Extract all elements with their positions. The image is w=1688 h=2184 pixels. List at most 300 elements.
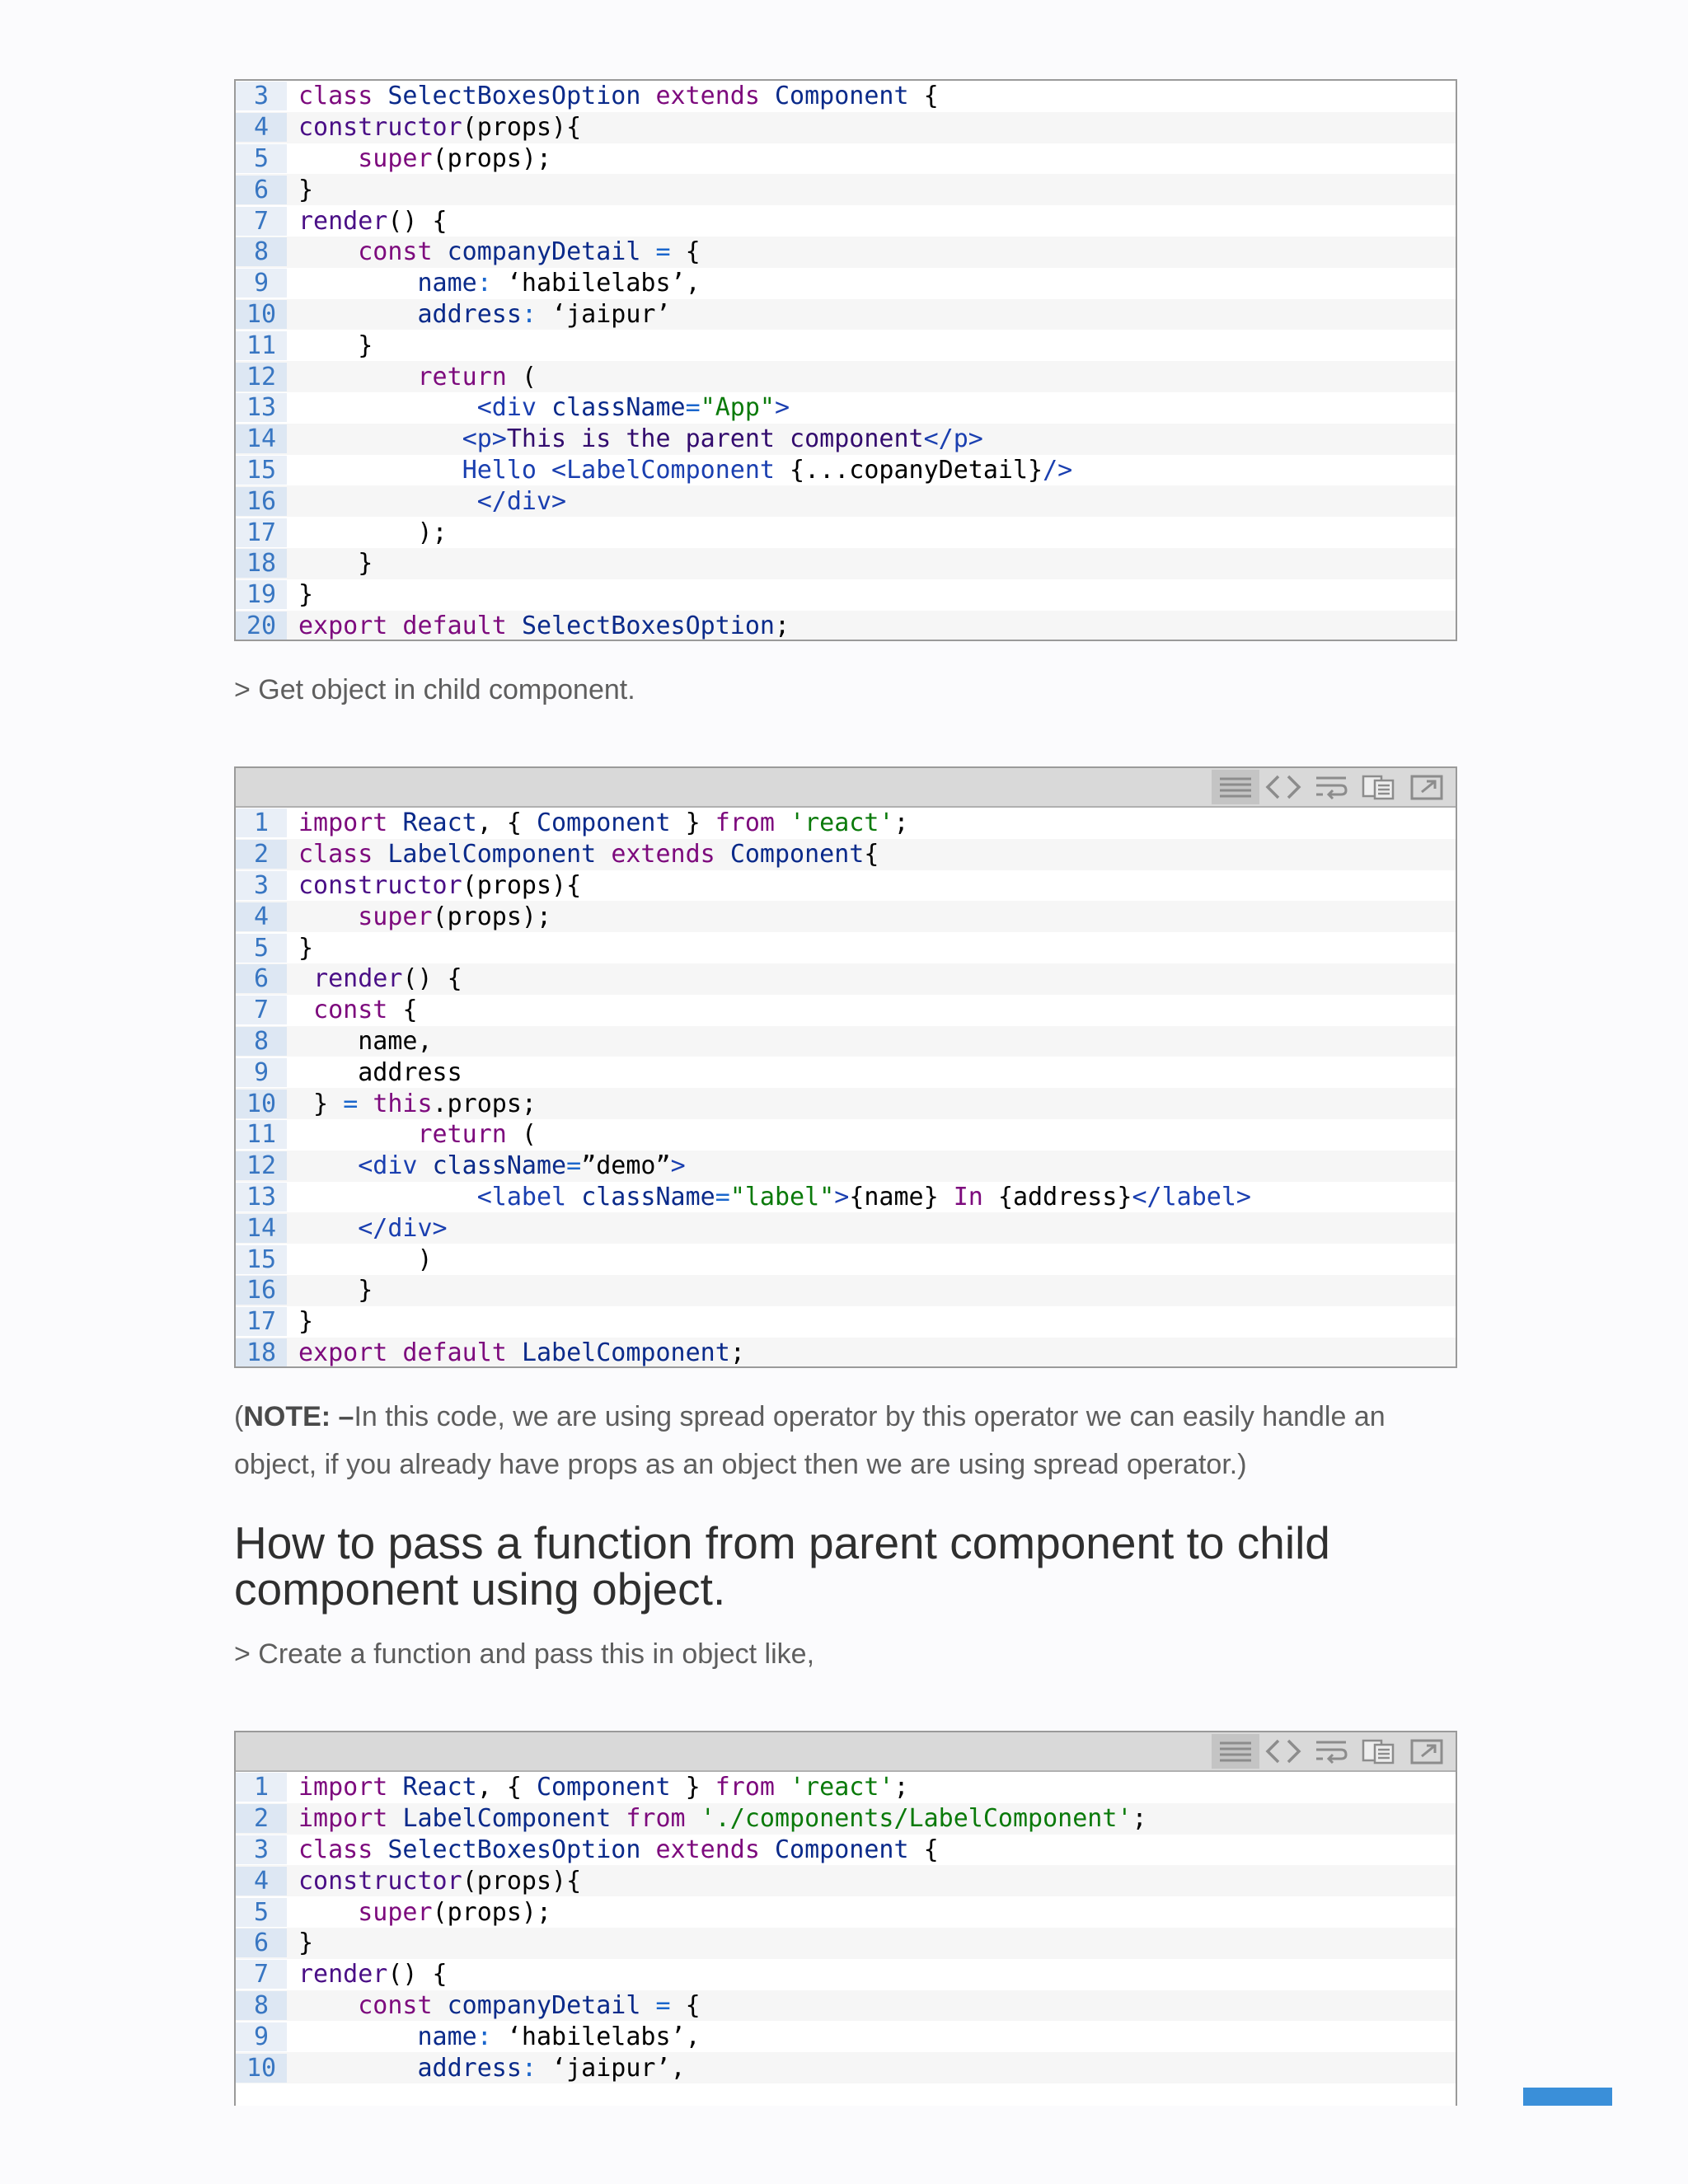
note-body: In this code, we are using spread operator by this operator we can easily handle an object, if you already have props as an object then we are using spread operator.) (234, 1401, 1386, 1480)
code-token: LabelComponent (387, 840, 612, 869)
code-token: </p> (923, 424, 983, 454)
code-token (298, 487, 477, 516)
code-token: { (685, 237, 701, 267)
code-lines (236, 1772, 1456, 2106)
code-line (236, 1306, 1456, 1338)
code-token: (props); (432, 143, 552, 173)
code-token: () { (387, 1960, 448, 1990)
code-line (236, 330, 1456, 361)
code-line (236, 1057, 1456, 1088)
code-token: .props; (432, 1089, 537, 1118)
code-token: constructor (298, 1866, 462, 1896)
code-line (236, 2083, 1456, 2106)
code-token: </label> (1132, 1182, 1251, 1212)
code-token: = (715, 1182, 730, 1212)
code-line (236, 174, 1456, 205)
line-number: 11 (236, 1120, 287, 1149)
line-number: 5 (236, 1898, 287, 1927)
code-token (298, 237, 358, 266)
code-token: render (313, 964, 403, 994)
copy-icon[interactable] (1355, 770, 1403, 804)
code-token: from (715, 1773, 790, 1802)
line-number: 6 (236, 964, 287, 993)
code-text (287, 996, 418, 1024)
line-number: 6 (236, 1929, 287, 1957)
code-token: = (655, 237, 686, 267)
code-text (287, 1867, 581, 1896)
code-text (287, 808, 909, 837)
code-token: : (476, 2022, 507, 2051)
code-line (236, 808, 1456, 839)
code-token: class (298, 840, 388, 869)
code-token: return (417, 1120, 522, 1150)
note-paragraph (234, 1393, 1457, 1488)
code-token: SelectBoxesOption (387, 1835, 656, 1864)
code-text (287, 1276, 373, 1305)
line-number: 20 (236, 612, 287, 640)
code-token: , { (476, 808, 537, 838)
code-token: } (298, 1089, 344, 1118)
code-token: } (298, 580, 314, 610)
code-lines (236, 81, 1456, 641)
line-number: 9 (236, 269, 287, 298)
code-token: (props); (432, 902, 552, 931)
code-token: "App" (700, 393, 775, 423)
code-text (287, 300, 671, 329)
code-token: } (298, 175, 314, 204)
line-number: 7 (236, 1960, 287, 1989)
code-line (236, 205, 1456, 237)
code-line (236, 485, 1456, 517)
code-text (287, 144, 551, 173)
code-line (236, 1026, 1456, 1057)
code-token: = (685, 393, 701, 423)
code-token: ( (521, 1120, 537, 1150)
code-text (287, 964, 462, 993)
code-text (287, 902, 551, 931)
code-token: </div> (358, 1213, 448, 1243)
code-token: } (298, 549, 373, 579)
line-number: 17 (236, 518, 287, 547)
note-open-paren: ( (234, 1401, 244, 1432)
code-line (236, 237, 1456, 268)
code-token: <label (476, 1182, 582, 1212)
code-token: In (953, 1182, 998, 1212)
code-token: { (923, 82, 939, 111)
code-line (236, 932, 1456, 963)
code-token: {address} (997, 1182, 1132, 1212)
code-line (236, 1182, 1456, 1213)
code-token: ); (298, 518, 448, 547)
code-token: > (834, 1182, 850, 1212)
code-block-child (234, 766, 1457, 1368)
code-token: , { (476, 1773, 537, 1802)
code-token (298, 144, 358, 173)
code-token: ‘habilelabs’, (506, 269, 701, 298)
code-token: <div (476, 393, 552, 423)
code-token (298, 1214, 358, 1243)
code-token: import (298, 808, 403, 838)
code-token: (props){ (462, 113, 582, 143)
code-line (236, 81, 1456, 112)
code-text (287, 518, 448, 547)
code-line (236, 1119, 1456, 1151)
code-text (287, 1773, 909, 1802)
line-number: 18 (236, 1338, 287, 1367)
code-toolbar (236, 1732, 1456, 1772)
code-token: super (358, 143, 433, 173)
code-text (287, 424, 983, 453)
code-text (287, 1338, 745, 1367)
code-text (287, 549, 373, 578)
code-token: : (521, 299, 552, 329)
code-token: ( (521, 362, 537, 391)
view-source-icon[interactable] (1212, 770, 1259, 804)
code-line (236, 1212, 1456, 1244)
code-token: name (417, 269, 477, 298)
code-token (298, 1183, 477, 1212)
line-number: 15 (236, 456, 287, 485)
scroll-to-top-bar[interactable] (1523, 2088, 1612, 2106)
code-text (287, 1960, 448, 1989)
line-number: 14 (236, 424, 287, 453)
code-text (287, 612, 790, 640)
code-token (298, 1991, 358, 2020)
code-token: ; (893, 808, 909, 838)
code-icon[interactable] (1259, 1734, 1307, 1769)
code-token: { (864, 840, 879, 869)
code-token: <p> (462, 424, 507, 454)
code-token (298, 1120, 418, 1149)
code-text (287, 840, 879, 869)
code-token: ) (298, 1244, 433, 1274)
line-number: 1 (236, 808, 287, 837)
code-line (236, 1959, 1456, 1990)
code-text (287, 363, 537, 391)
code-line (236, 392, 1456, 424)
code-token (298, 996, 313, 1024)
code-line (236, 839, 1456, 870)
code-token: > (775, 393, 790, 423)
line-number: 8 (236, 1027, 287, 1056)
code-token (298, 1151, 358, 1180)
code-token: companyDetail (447, 1990, 656, 2020)
line-number: 18 (236, 549, 287, 578)
code-token: } (298, 330, 373, 360)
code-line (236, 299, 1456, 330)
line-number: 1 (236, 1773, 287, 1802)
code-token: SelectBoxesOption (387, 82, 656, 111)
line-number: 4 (236, 902, 287, 931)
code-token: ‘jaipur’ (551, 299, 671, 329)
code-text (287, 176, 313, 204)
code-token: ; (729, 1338, 745, 1367)
line-number: 3 (236, 1835, 287, 1864)
line-number: 7 (236, 207, 287, 236)
code-line (236, 2021, 1456, 2052)
code-token: className (581, 1182, 715, 1212)
code-token (298, 363, 418, 391)
code-token: const (358, 1990, 448, 2020)
code-icon[interactable] (1259, 770, 1307, 804)
code-token: ‘jaipur’, (551, 2053, 686, 2083)
code-token: Component (729, 840, 865, 869)
code-token: export default (298, 1338, 522, 1367)
code-token: render (298, 1960, 388, 1990)
code-text (287, 871, 581, 900)
code-token: import (298, 1804, 403, 1834)
code-token: extends (655, 82, 775, 111)
line-number: 2 (236, 1804, 287, 1833)
code-token: : (476, 269, 507, 298)
code-token: (props){ (462, 870, 582, 900)
wrap-icon[interactable] (1307, 770, 1355, 804)
popup-icon[interactable] (1403, 770, 1451, 804)
code-text (287, 1090, 537, 1118)
code-token: (props){ (462, 1866, 582, 1896)
code-line (236, 995, 1456, 1026)
code-text (287, 1307, 313, 1336)
child-intro-text: > Get object in child component. (234, 674, 635, 705)
line-number: 2 (236, 840, 287, 869)
code-token: extends (655, 1835, 775, 1864)
code-token: extends (611, 840, 730, 869)
code-token: Component (537, 1773, 671, 1802)
code-token (298, 964, 313, 993)
code-line (236, 1803, 1456, 1835)
code-token: "label" (729, 1182, 835, 1212)
code-line (236, 517, 1456, 548)
line-number: 15 (236, 1245, 287, 1274)
code-token: name (417, 2022, 477, 2051)
code-line (236, 268, 1456, 299)
code-token: './components/LabelComponent' (700, 1804, 1132, 1834)
line-number: 4 (236, 1867, 287, 1896)
line-number: 3 (236, 82, 287, 110)
code-token: React (402, 1773, 477, 1802)
code-token: SelectBoxesOption (521, 611, 775, 640)
code-line (236, 870, 1456, 902)
code-token: ; (774, 611, 790, 640)
code-token: = (566, 1151, 582, 1181)
code-text (287, 487, 566, 516)
code-token: from (626, 1804, 701, 1834)
line-number: 6 (236, 176, 287, 204)
code-line (236, 611, 1456, 641)
line-number: 13 (236, 393, 287, 422)
code-line (236, 1928, 1456, 1959)
code-token (298, 2054, 418, 2083)
code-text (287, 1991, 701, 2020)
code-token: This is the parent component (506, 424, 924, 454)
code-token: return (417, 362, 522, 391)
code-block-parent (234, 79, 1457, 641)
code-line (236, 361, 1456, 392)
code-block-function (234, 1731, 1457, 2106)
code-text (287, 269, 701, 298)
code-token (298, 456, 462, 485)
code-line (236, 963, 1456, 995)
view-source-icon[interactable] (1212, 1734, 1259, 1769)
line-number: 7 (236, 996, 287, 1024)
code-line (236, 548, 1456, 579)
code-token: : (521, 2053, 552, 2083)
code-token: Component (774, 82, 924, 111)
code-text (287, 1058, 462, 1087)
code-token (298, 1898, 358, 1927)
line-number: 8 (236, 1991, 287, 2020)
code-token: LabelComponent (402, 1804, 626, 1834)
code-text (287, 1151, 686, 1180)
code-token: class (298, 1835, 388, 1864)
code-text (287, 1898, 551, 1927)
line-number: 16 (236, 1276, 287, 1305)
code-token: constructor (298, 113, 462, 143)
popup-icon[interactable] (1403, 1734, 1451, 1769)
code-line (236, 1338, 1456, 1368)
code-token: address (417, 2053, 522, 2083)
code-line (236, 901, 1456, 932)
code-token (298, 424, 462, 453)
code-token: 'react' (790, 808, 894, 838)
code-token: ; (893, 1773, 909, 1802)
code-token: export default (298, 611, 522, 640)
line-number: 10 (236, 300, 287, 329)
code-text (287, 1245, 433, 1274)
code-token: /> (1043, 455, 1073, 485)
code-token: { (685, 1990, 701, 2020)
code-token: React (402, 808, 477, 838)
copy-icon[interactable] (1355, 1734, 1403, 1769)
code-line (236, 424, 1456, 455)
code-token: } (298, 1307, 314, 1337)
code-text (287, 1835, 939, 1864)
code-token: companyDetail (447, 237, 656, 267)
code-line (236, 1865, 1456, 1896)
code-token: = (343, 1089, 373, 1118)
section-heading: How to pass a function from parent component to child component using object. (234, 1517, 1330, 1615)
code-text (287, 1214, 448, 1243)
code-token: {name} (849, 1182, 954, 1212)
line-number: 5 (236, 934, 287, 963)
code-line (236, 1990, 1456, 2022)
code-line (236, 579, 1456, 611)
code-line (236, 2052, 1456, 2083)
code-text (287, 207, 448, 236)
note-label: NOTE: – (243, 1401, 354, 1432)
code-text (287, 1120, 537, 1149)
code-text (287, 934, 313, 963)
code-text (287, 456, 1072, 485)
code-token: } (298, 1929, 314, 1958)
code-token: (props); (432, 1897, 552, 1927)
code-token: constructor (298, 870, 462, 900)
line-number: 12 (236, 363, 287, 391)
code-token: ”demo” (581, 1151, 671, 1181)
code-token: const (313, 996, 403, 1025)
code-token: className (432, 1151, 567, 1181)
code-token: } (670, 808, 715, 838)
code-token: () { (402, 964, 462, 994)
code-token: import (298, 1773, 403, 1802)
code-text (287, 82, 939, 110)
code-token: Component (537, 808, 671, 838)
code-token: ‘habilelabs’, (506, 2022, 701, 2051)
code-line (236, 1244, 1456, 1275)
code-line (236, 1772, 1456, 1803)
line-number: 10 (236, 1090, 287, 1118)
code-token: { (402, 996, 418, 1025)
code-line (236, 143, 1456, 175)
code-token: 'react' (790, 1773, 894, 1802)
code-line (236, 1896, 1456, 1928)
line-number: 16 (236, 487, 287, 516)
code-text (287, 2054, 686, 2083)
code-token: <div (358, 1151, 433, 1181)
code-token: Hello <LabelComponent (462, 455, 790, 485)
line-number: 13 (236, 1183, 287, 1212)
line-number: 9 (236, 1058, 287, 1087)
line-number: 5 (236, 144, 287, 173)
code-token: Component (774, 1835, 924, 1864)
wrap-icon[interactable] (1307, 1734, 1355, 1769)
code-text (287, 1183, 1251, 1212)
code-token: super (358, 902, 433, 931)
code-token: address (417, 299, 522, 329)
code-token: ; (1132, 1804, 1147, 1834)
code-token: class (298, 82, 388, 111)
line-number: 14 (236, 1214, 287, 1243)
line-number: 9 (236, 2022, 287, 2051)
code-token: {...copanyDetail} (790, 455, 1043, 485)
code-text (287, 1804, 1147, 1833)
function-intro-text: > Create a function and pass this in object like, (234, 1638, 815, 1670)
line-number: 10 (236, 2054, 287, 2083)
line-number: 4 (236, 113, 287, 142)
code-token: const (358, 237, 448, 267)
code-token: } (298, 1276, 373, 1305)
code-text (287, 237, 701, 266)
code-line (236, 1275, 1456, 1306)
line-number: 8 (236, 237, 287, 266)
code-token (298, 2022, 418, 2051)
line-number: 19 (236, 580, 287, 609)
code-token: } (670, 1773, 715, 1802)
code-token (298, 902, 358, 931)
code-line (236, 455, 1456, 486)
code-text (287, 1027, 433, 1056)
code-token: } (298, 933, 314, 963)
code-text (287, 580, 313, 609)
code-token: render (298, 206, 388, 236)
code-lines (236, 808, 1456, 1368)
code-token: this (373, 1089, 433, 1118)
code-token: name, (298, 1026, 433, 1056)
code-token: > (670, 1151, 686, 1181)
line-number: 12 (236, 1151, 287, 1180)
code-token: address (298, 1057, 462, 1087)
code-text (287, 393, 790, 422)
code-token: { (923, 1835, 939, 1864)
code-text (287, 1929, 313, 1957)
code-text (287, 113, 581, 142)
line-number: 11 (236, 331, 287, 360)
code-line (236, 1088, 1456, 1119)
line-number: 3 (236, 871, 287, 900)
code-toolbar (236, 768, 1456, 808)
code-token (298, 393, 477, 422)
code-token: super (358, 1897, 433, 1927)
